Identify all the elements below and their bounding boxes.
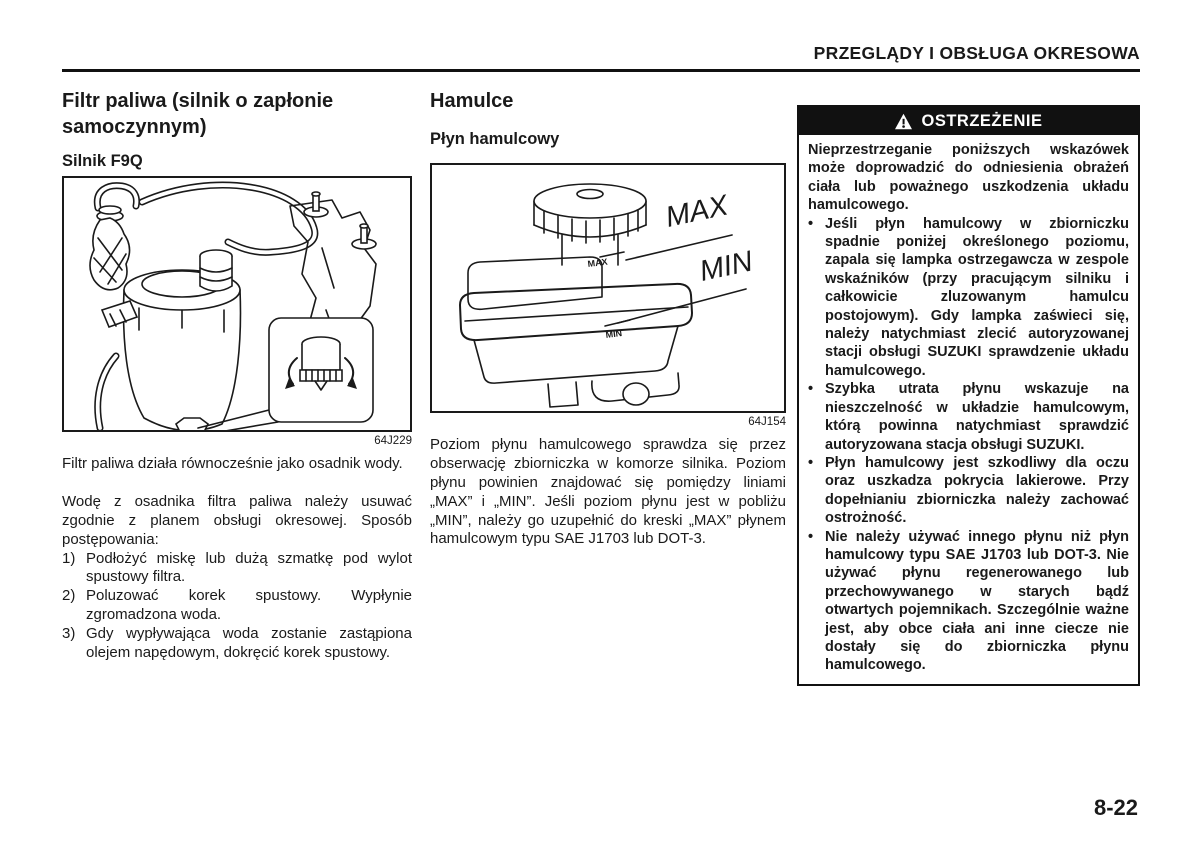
- section-title-fuel-filter: Filtr paliwa (silnik o zapłonie samoczynnym): [62, 90, 334, 138]
- warning-intro: Nieprzestrzeganie poniższych wskazówek może doprowadzić do odniesienia obrażeń ciała lub poważnego uszkodzenia układu hamulcowego.: [808, 142, 1129, 214]
- section-title-brakes: Hamulce: [430, 90, 514, 112]
- page-header: PRZEGLĄDY I OBSŁUGA OKRESOWA: [813, 43, 1140, 63]
- procedure-step-2: [62, 587, 412, 625]
- reservoir-min-label: MIN: [696, 245, 756, 288]
- warning-title: OSTRZEŻENIE: [921, 111, 1043, 130]
- subsection-title-engine: Silnik F9Q: [62, 152, 143, 170]
- step-number: 2): [62, 587, 76, 605]
- bullet-marker: •: [808, 528, 814, 545]
- figure-caption-brake-reservoir: 64J154: [748, 416, 786, 428]
- warning-body: [799, 135, 1138, 684]
- left-column: [62, 88, 412, 663]
- warning-bullet-text: Jeśli płyn hamulcowy w zbiorniczku spadnie poniżej określonego poziomu, zapala się lampka ostrzegawcza w zespole wskaźników (przy pracującym silniku i całkowicie zluzowanym hamulcu postojowym). Gdy lampka zaświeci się, należy natychmiast zlecić autoryzowanej stacji obsługi SUZUKI sprawdzenie układu hamulcowego.: [825, 215, 1129, 379]
- warning-box: [797, 105, 1140, 686]
- step-text: Poluzować korek spustowy. Wypłynie zgromadzona woda.: [86, 587, 412, 624]
- figure-caption-fuel-filter: 64J229: [374, 435, 412, 447]
- step-number: 3): [62, 625, 76, 643]
- right-column: [797, 105, 1140, 686]
- bullet-marker: •: [808, 381, 814, 398]
- fuel-filter-paragraph-2: Wodę z osadnika filtra paliwa należy usuwać zgodnie z planem obsługi okresowej. Sposób postępowania:: [62, 492, 412, 548]
- fuel-filter-figure: [64, 178, 410, 430]
- warning-icon: [894, 113, 913, 130]
- step-number: 1): [62, 549, 76, 567]
- middle-column: [430, 88, 786, 549]
- step-text: Podłożyć miskę lub dużą szmatkę pod wylot spustowy filtra.: [86, 549, 412, 586]
- warning-header: [799, 107, 1138, 135]
- reservoir-min-mark: MIN: [605, 328, 623, 340]
- fuel-filter-paragraph-1: Filtr paliwa działa równocześnie jako osadnik wody.: [62, 455, 403, 472]
- warning-bullet-text: Szybka utrata płynu wskazuje na nieszczelność w układzie hamulcowym, którą powinna natychmiast sprawdzić autoryzowana stacja obsługi SUZUKI.: [825, 381, 1129, 453]
- header-rule: [62, 69, 1140, 72]
- fuel-filter-figure-frame: [62, 176, 412, 432]
- procedure-step-3: [62, 625, 412, 663]
- brake-fluid-paragraph: Poziom płynu hamulcowego sprawdza się przez obserwację zbiorniczka w komorze silnika. Poziom płynu powinien znajdować się pomiędzy liniami „MAX” i „MIN”. Jeśli poziom płynu jest w pobliżu „MIN”, należy go uzupełnić do kreski „MAX” płynem hamulcowym typu SAE J1703 lub DOT-3.: [430, 436, 786, 548]
- step-text: Gdy wypływająca woda zostanie zastąpiona olejem napędowym, dokręcić korek spustowy.: [86, 625, 412, 662]
- reservoir-max-mark: MAX: [587, 256, 609, 269]
- warning-bullet-text: Nie należy używać innego płynu niż płyn hamulcowy typu SAE J1703 lub DOT-3. Nie używać płynu regenerowanego lub przechowywanego w starych bądź otwartych pojemnikach. Szczególnie ważne jest, aby obce ciała ani inne ciecze nie dostały się do zbiorniczka płynu hamulcowego.: [825, 528, 1129, 674]
- page-number: 8-22: [1093, 795, 1138, 820]
- bullet-marker: •: [808, 454, 814, 471]
- reservoir-max-label: MAX: [662, 189, 731, 234]
- brake-reservoir-figure: [432, 165, 784, 411]
- warning-bullet-3: [808, 454, 1129, 528]
- warning-bullet-text: Płyn hamulcowy jest szkodliwy dla oczu oraz uszkadza pokrycia lakierowe. Przy dopełnianiu zbiorniczka należy zachować ostrożność.: [825, 454, 1129, 527]
- warning-bullet-1: [808, 215, 1129, 381]
- subsection-title-brake-fluid: Płyn hamulcowy: [430, 130, 560, 148]
- warning-bullet-2: [808, 380, 1129, 454]
- brake-reservoir-figure-frame: [430, 163, 786, 413]
- procedure-step-1: [62, 550, 412, 588]
- bullet-marker: •: [808, 215, 814, 232]
- warning-bullet-4: [808, 528, 1129, 675]
